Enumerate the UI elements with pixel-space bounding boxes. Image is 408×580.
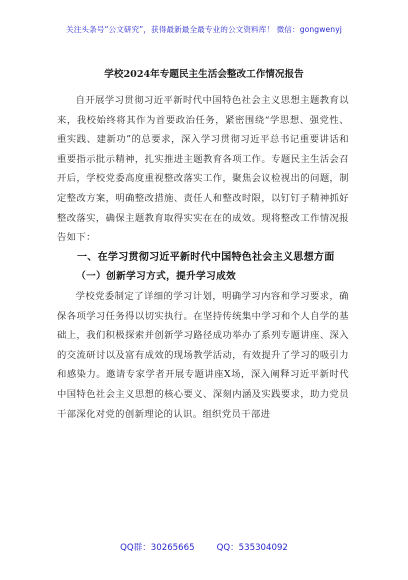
- intro-paragraph: 自开展学习贯彻习近平新时代中国特色社会主义思想主题教育以来，我校始终将其作为首要政治任务，紧密围绕“学思想、强党性、重实践、建新功”的总要求，深入学习贯彻习近平总书记重要讲话和重要指示批示精神，扎实推进主题教育各项工作。专题民主生活会召开后，学校党委高度重视整改落实工作，聚焦会议检视出的问题，制定整改方案，明确整改措施、责任人和整改时限，以钉钉子精神抓好整改落实，确保主题教育取得实实在在的成效。现将整改工作情况报告如下：: [57, 95, 349, 244]
- header-banner: 关注头条号“公文研究”，获得最新最全最专业的公文资料库！ 微信：gongwenyj: [66, 25, 342, 34]
- qq-group-label: QQ群：30265665: [120, 543, 195, 553]
- subsection-paragraph: 学校党委制定了详细的学习计划，明确学习内容和学习要求，确保各项学习任务得以切实执行。在坚持传统集中学习和个人自学的基础上，我们积极探索并创新学习路径成功举办了系列专题讲座、深入的交流研讨以及富有成效的现场教学活动，有效提升了学习的吸引力和感染力。邀请专家学者开展专题讲座X场，深入阐释习近平新时代中国特色社会主义思想的核心要义、深刻内涵及实践要求，助力党员干部深化对党的创新理论的认识。组织党员干部进: [57, 290, 349, 420]
- page-title: 学校2024年专题民主生活会整改工作情况报告: [104, 69, 304, 80]
- subsection-heading: （一）创新学习方式，提升学习成效: [76, 271, 237, 283]
- qq-number-label: QQ：535304092: [216, 543, 288, 553]
- document-body: [57, 91, 349, 424]
- section-heading: 一、在学习贯彻习近平新时代中国特色社会主义思想方面: [77, 251, 335, 263]
- footer-contact: [0, 541, 408, 553]
